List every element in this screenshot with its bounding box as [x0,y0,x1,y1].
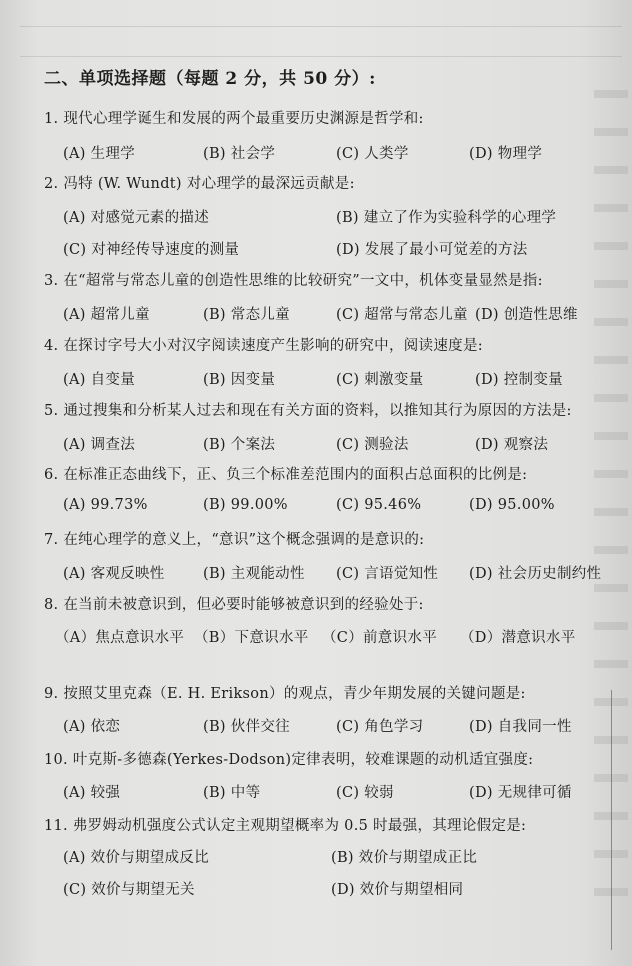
option-c: (C) 人类学 [336,146,409,162]
option-b: (B) 社会学 [203,146,276,162]
option-c: (C) 言语觉知性 [336,566,439,582]
option-c: (C) 较弱 [336,785,394,801]
option-d: (D) 社会历史制约性 [469,566,602,582]
option-c: (C) 效价与期望无关 [63,882,195,898]
margin-bracket [611,690,612,950]
question-stem: 8. 在当前未被意识到，但必要时能够被意识到的经验处于: [44,597,424,613]
option-b: (B) 建立了作为实验科学的心理学 [336,210,557,226]
option-b: （B）下意识水平 [194,630,309,646]
option-a: (A) 99.73% [63,497,148,513]
option-d: (D) 控制变量 [475,372,563,388]
option-a: (A) 自变量 [63,372,135,388]
option-c: (C) 95.46% [336,497,422,513]
section-title: 二、单项选择题（每题 2 分，共 50 分）: [44,69,376,89]
option-b: (B) 常态儿童 [203,307,290,323]
option-d: (D) 发展了最小可觉差的方法 [336,242,528,258]
question-stem: 9. 按照艾里克森（E. H. Erikson）的观点，青少年期发展的关键问题是: [44,686,526,702]
question-stem: 7. 在纯心理学的意义上，“意识”这个概念强调的是意识的: [44,532,425,548]
option-b: (B) 中等 [203,785,261,801]
option-d: (D) 观察法 [475,437,549,453]
option-c: (C) 对神经传导速度的测量 [63,242,240,258]
option-d: (D) 物理学 [469,146,543,162]
bleed-through-text [20,4,622,64]
option-a: (A) 生理学 [63,146,135,162]
option-a: (A) 依恋 [63,719,121,735]
option-d: (D) 创造性思维 [475,307,578,323]
question-stem: 4. 在探讨字号大小对汉字阅读速度产生影响的研究中，阅读速度是: [44,338,483,354]
option-a: (A) 客观反映性 [63,566,165,582]
option-a: (A) 调查法 [63,437,135,453]
option-d: (D) 无规律可循 [469,785,572,801]
option-d: (D) 95.00% [469,497,555,513]
question-stem: 1. 现代心理学诞生和发展的两个最重要历史渊源是哲学和: [44,111,424,127]
option-c: (C) 角色学习 [336,719,424,735]
option-a: (A) 效价与期望成反比 [63,850,209,866]
option-c: (C) 刺激变量 [336,372,424,388]
question-stem: 5. 通过搜集和分析某人过去和现在有关方面的资料，以推知其行为原因的方法是: [44,403,572,419]
option-a: (A) 对感觉元素的描述 [63,210,209,226]
question-stem: 3. 在“超常与常态儿童的创造性思维的比较研究”一文中，机体变量显然是指: [44,273,543,289]
option-a: (A) 较强 [63,785,121,801]
option-b: (B) 99.00% [203,497,288,513]
option-d: (D) 自我同一性 [469,719,572,735]
option-b: (B) 效价与期望成正比 [331,850,478,866]
option-c: (C) 超常与常态儿童 [336,307,468,323]
option-b: (B) 主观能动性 [203,566,305,582]
question-stem: 11. 弗罗姆动机强度公式认定主观期望概率为 0.5 时最强，其理论假定是: [44,818,527,834]
question-stem: 10. 叶克斯-多德森(Yerkes-Dodson)定律表明，较难课题的动机适宜强度: [44,752,534,768]
option-a: （A）焦点意识水平 [55,630,185,646]
option-c: (C) 测验法 [336,437,409,453]
option-d: （D）潜意识水平 [460,630,576,646]
option-c: （C）前意识水平 [322,630,437,646]
option-b: (B) 个案法 [203,437,276,453]
option-b: (B) 伙伴交往 [203,719,290,735]
question-stem: 6. 在标准正态曲线下，正、负三个标准差范围内的面积占总面积的比例是: [44,467,528,483]
option-b: (B) 因变量 [203,372,276,388]
option-a: (A) 超常儿童 [63,307,150,323]
option-d: (D) 效价与期望相同 [331,882,464,898]
question-stem: 2. 冯特 (W. Wundt) 对心理学的最深远贡献是: [44,176,355,192]
